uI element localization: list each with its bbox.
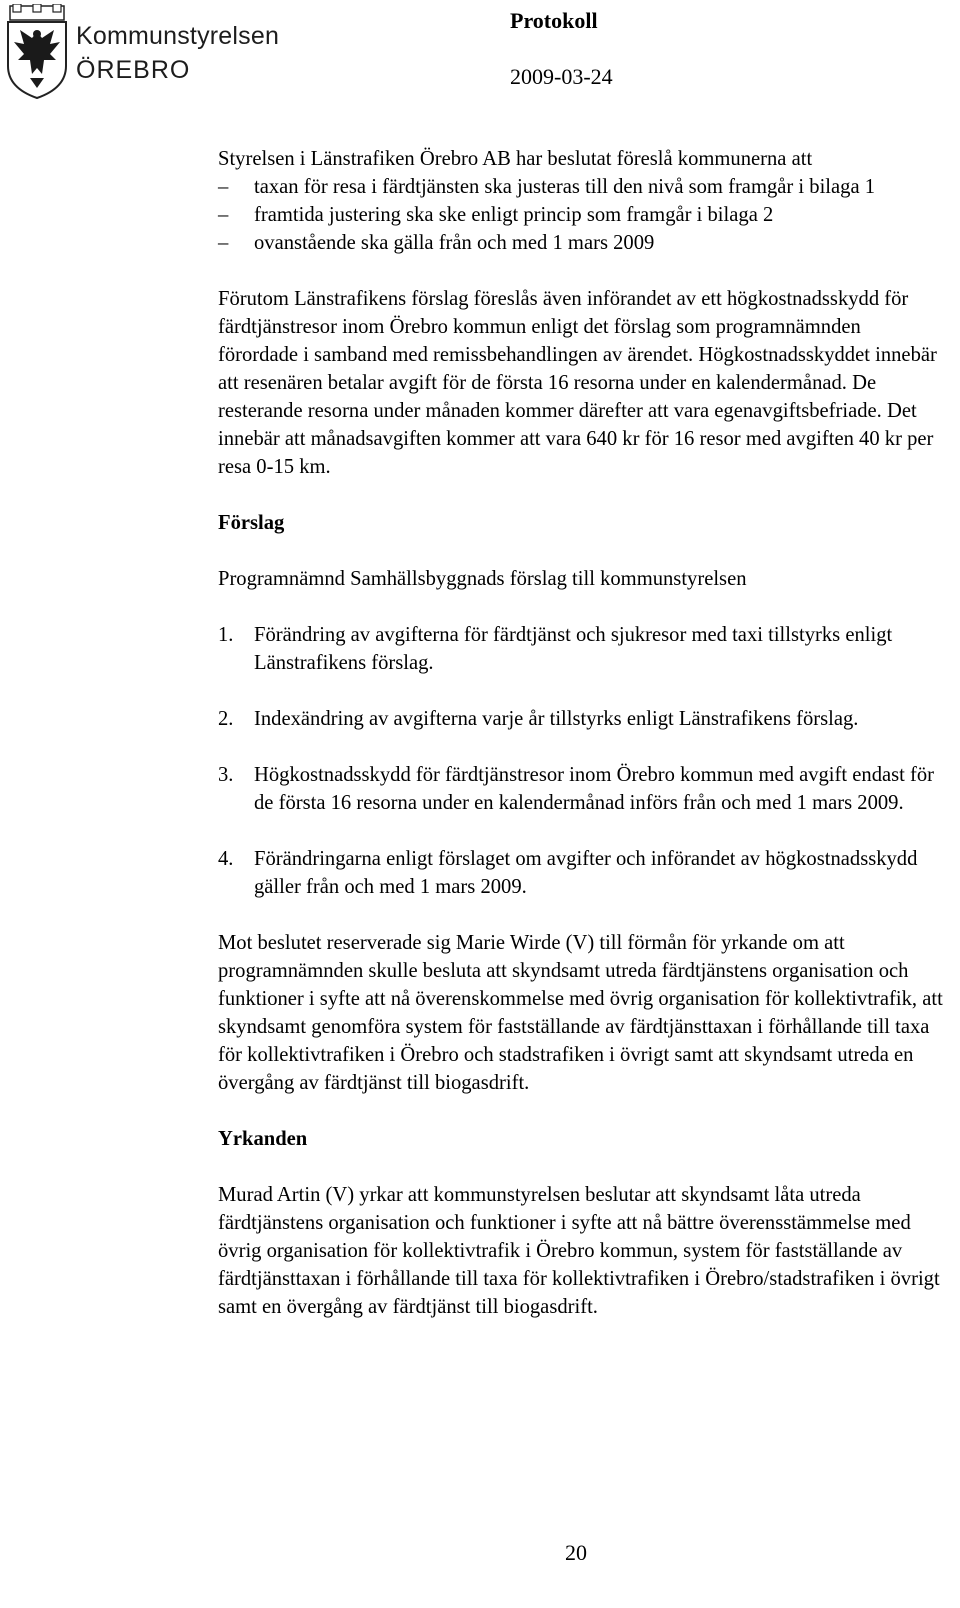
dash-bullet: – xyxy=(218,176,229,198)
orebro-coat-of-arms-icon xyxy=(4,4,70,100)
intro-section xyxy=(218,145,946,257)
item-number: 4. xyxy=(218,848,234,870)
hogkostnadsskydd-paragraph: Förutom Länstrafikens förslag föreslås även införandet av ett högkostnadsskydd för färdtjänstresor inom Örebro kommun enligt det förslag som programnämnden förordade i samband med remissbehandlingen av ärendet. Högkostnadsskyddet innebär att resenären betalar avgift för de första 16 resorna under en kalendermånad. De resterande resorna under månaden kommer därefter att vara egenavgiftsbefriade. Det innebär att månadsavgiften kommer att vara 640 kr för 16 resor med avgiften 40 kr per resa 0-15 km. xyxy=(218,288,937,478)
logo-text-orebro: ÖREBRO xyxy=(76,56,191,84)
list-item xyxy=(218,229,946,257)
list-item-text: Indexändring av avgifterna varje år tillstyrks enligt Länstrafikens förslag. xyxy=(254,708,859,730)
item-number: 1. xyxy=(218,624,234,646)
intro-dash-list xyxy=(218,173,946,257)
list-item xyxy=(218,621,946,677)
list-item-text: Högkostnadsskydd för färdtjänstresor inom Örebro kommun med avgift endast för de första 16 resorna under en kalendermånad införs från och med 1 mars 2009. xyxy=(254,764,935,814)
list-item xyxy=(218,201,946,229)
page-number: 20 xyxy=(565,1540,587,1565)
item-number: 2. xyxy=(218,708,234,730)
document-type: Protokoll xyxy=(510,8,598,33)
forslag-subheading: Programnämnd Samhällsbyggnads förslag till kommunstyrelsen xyxy=(218,568,747,590)
yrkanden-paragraph: Murad Artin (V) yrkar att kommunstyrelsen beslutar att skyndsamt låta utreda färdtjänstens organisation och funktioner i syfte att nå bättre överensstämmelse med övrig organisation för kollektivtrafik i Örebro kommun, system för fastställande av färdtjänsttaxan i förhållande till taxa för kollektivtrafiken i Örebro/stadstrafiken i övrigt samt en övergång av färdtjänst till biogasdrift. xyxy=(218,1184,940,1318)
dash-bullet: – xyxy=(218,204,229,226)
list-item xyxy=(218,705,946,733)
list-item xyxy=(218,173,946,201)
list-item xyxy=(218,845,946,901)
forslag-heading: Förslag xyxy=(218,512,285,534)
item-number: 3. xyxy=(218,764,234,786)
list-item-text: framtida justering ska ske enligt princip som framgår i bilaga 2 xyxy=(254,204,774,226)
yrkanden-heading: Yrkanden xyxy=(218,1128,308,1150)
list-item xyxy=(218,761,946,817)
logo-text-kommunstyrelsen: Kommunstyrelsen xyxy=(76,22,280,50)
forslag-numbered-list xyxy=(218,621,946,901)
document-body xyxy=(218,145,946,1349)
list-item-text: ovanstående ska gälla från och med 1 mars 2009 xyxy=(254,232,655,254)
intro-text: Styrelsen i Länstrafiken Örebro AB har beslutat föreslå kommunerna att xyxy=(218,148,813,170)
dash-bullet: – xyxy=(218,232,229,254)
document-date: 2009-03-24 xyxy=(510,64,613,89)
list-item-text: Förändring av avgifterna för färdtjänst och sjukresor med taxi tillstyrks enligt Länstrafikens förslag. xyxy=(254,624,893,674)
list-item-text: Förändringarna enligt förslaget om avgifter och införandet av högkostnadsskydd gäller från och med 1 mars 2009. xyxy=(254,848,918,898)
kommunstyrelsen-logo xyxy=(4,4,294,100)
reservation-paragraph: Mot beslutet reserverade sig Marie Wirde (V) till förmån för yrkande om att programnämnden skulle besluta att skyndsamt utreda färdtjänstens organisation och funktioner i syfte att nå överenskommelse med övrig organisation för kollektivtrafik, att skyndsamt genomföra system för fastställande av färdtjänsttaxan i förhållande till taxa för kollektivtrafiken i Örebro och stadstrafiken i övrigt samt att skyndsamt utreda en övergång av färdtjänst till biogasdrift. xyxy=(218,932,943,1094)
list-item-text: taxan för resa i färdtjänsten ska justeras till den nivå som framgår i bilaga 1 xyxy=(254,176,876,198)
